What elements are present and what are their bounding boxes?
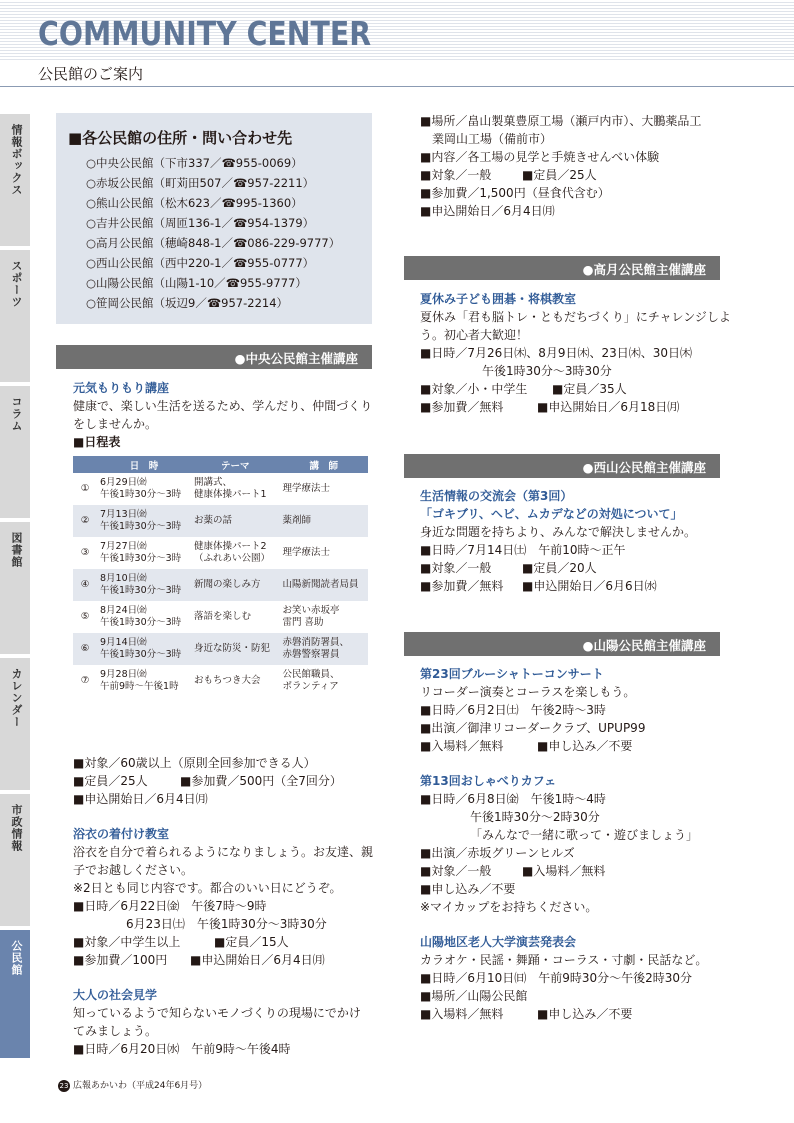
course-info: ■定員／20人 [522,561,597,575]
event-info: 「みんなで一緒に歌って・遊びましょう」 [470,828,699,842]
table-row: ④ 8月10日㈮ 午後1時30分～3時 新聞の楽しみ方 山陽新聞読者局員 [73,569,368,601]
course-desc: 子でお越しください。 [73,863,194,877]
event-info: ■出演／御津リコーダークラブ、UPUP99 [420,721,646,735]
course-info: ■日時／7月14日㈯ 午前10時～正午 [420,543,626,557]
course-info: ■申込開始日／6月18日㈪ [537,400,680,414]
event-info: ■出演／赤坂グリーンヒルズ [420,846,575,860]
address-box [56,113,372,324]
table-row: ⑥ 9月14日㈮ 午後1時30分～3時 身近な防災・防犯 赤磐消防署員、 赤磐警察署員 [73,633,368,665]
page-number: 23 [59,1082,69,1090]
table-header: 日 時 [97,456,191,473]
footer [58,1078,207,1092]
event-info: ■日時／6月2日㈯ 午後2時～3時 [420,703,606,717]
event-info: 午後1時30分～2時30分 [470,810,600,824]
course-title: 元気もりもり講座 [73,381,170,395]
table-row: ② 7月13日㈮ 午後1時30分～3時 お薬の話 薬剤師 [73,505,368,537]
course-desc: う。初心者大歓迎！ [420,328,529,342]
course-info: ■参加費／無料 [420,400,504,414]
schedule-label: ■日程表 [73,435,121,449]
course-title: 「ゴキブリ、ヘビ、ムカデなどの対処について」 [420,507,683,521]
section-bar-sanyo: ●山陽公民館主催講座 [404,632,720,656]
side-tab-sports[interactable]: スポーツ [0,249,30,382]
event-desc: カラオケ・民謡・舞踊・コーラス・寸劇・民話など。 [420,953,708,967]
course-title: 浴衣の着付け教室 [73,827,170,841]
event-title: 第13回おしゃべりカフェ [420,774,557,788]
event-info: ■入場料／無料 [420,739,504,753]
event-info: ■場所／山陽公民館 [420,989,528,1003]
course-info: ■参加費／1,500円（昼食代含む） [420,186,610,200]
course-desc: 知っているようで知らないモノづくりの現場にでかけ [73,1006,361,1020]
side-tab-info-box[interactable]: 情報ボックス [0,113,30,246]
course-desc: 夏休み「君も脳トレ・ともだちづくり」にチャレンジしよ [420,310,731,324]
course-info: ■申込開始日／6月6日㈬ [522,579,657,593]
schedule-table [73,456,368,697]
course-desc: をしませんか。 [73,417,158,431]
section-bar-nishiyama: ●西山公民館主催講座 [404,454,720,478]
event-desc: リコーダー演奏とコーラスを楽しもう。 [420,685,636,699]
address-item: ○中央公民館（下市337／☎955-0069） [86,156,303,170]
address-item: ○笹岡公民館（坂辺9／☎957-2214） [86,296,289,310]
side-tab-community-center[interactable]: 公民館 [0,929,30,1058]
course-info: ■定員／25人 [522,168,597,182]
address-item: ○山陽公民館（山陽1-10／☎955-9777） [86,276,307,290]
address-item: ○西山公民館（西中220-1／☎955-0777） [86,256,315,270]
side-tab-calendar[interactable]: カレンダー [0,657,30,790]
table-row: ③ 7月27日㈮ 午後1時30分～3時 健康体操パート2 （ふれあい公園） 理学療法士 [73,537,368,569]
section-bar-chuo: ●中央公民館主催講座 [56,345,372,369]
page-subtitle: 公民館のご案内 [38,65,144,83]
course-info: ■日時／6月22日㈮ 午後7時～9時 [73,899,267,913]
event-info: ■対象／一般 [420,864,492,878]
table-row: ① 6月29日㈮ 午後1時30分～3時 開講式、 健康体操パート1 理学療法士 [73,473,368,505]
event-title: 山陽地区老人大学演芸発表会 [420,935,577,949]
side-tab-city-info[interactable]: 市政情報 [0,793,30,926]
course-title: 生活情報の交流会（第3回） [420,489,573,503]
event-title: 第23回ブルーシャトーコンサート [420,667,604,681]
header-divider [0,86,794,87]
course-desc: 浴衣を自分で着られるようになりましょう。お友達、親 [73,845,374,859]
course-info: 6月23日㈯ 午後1時30分～3時30分 [126,917,327,931]
course-info: ■定員／25人 [73,774,148,788]
course-info: ■対象／一般 [420,561,492,575]
course-info: ■日時／7月26日㈭、8月9日㈭、23日㈭、30日㈭ [420,346,693,360]
section-bar-takatsuki: ●高月公民館主催講座 [404,256,720,280]
event-note: ※マイカップをお持ちください。 [420,900,598,914]
event-info: ■入場料／無料 [522,864,606,878]
event-info: ■日時／6月8日㈮ 午後1時～4時 [420,792,606,806]
course-info: ■申込開始日／6月4日㈪ [73,792,208,806]
footer-text: 広報あかいわ（平成24年6月号） [73,1081,208,1091]
course-info: ■対象／一般 [420,168,492,182]
event-info: ■申し込み／不要 [537,739,633,753]
address-item: ○高月公民館（穂崎848-1／☎086-229-9777） [86,236,341,250]
event-info: ■入場料／無料 [420,1007,504,1021]
course-info: ■参加費／500円（全7回分） [180,774,342,788]
table-row: ⑤ 8月24日㈮ 午後1時30分～3時 落語を楽しむ お笑い赤坂亭 雷門 喜助 [73,601,368,633]
address-item: ○赤坂公民館（町苅田507／☎957-2211） [86,176,315,190]
course-info: ■場所／畠山製菓豊原工場（瀬戸内市）、大鵬薬品工 [420,114,702,128]
course-note: ※2日とも同じ内容です。都合のいい日にどうぞ。 [73,881,342,895]
course-title: 大人の社会見学 [73,988,158,1002]
side-tab-column[interactable]: コラム [0,385,30,518]
course-info: ■対象／中学生以上 [73,935,181,949]
page-title: COMMUNITY CENTER [38,14,372,53]
course-info: ■申込開始日／6月4日㈪ [420,204,555,218]
course-info: ■内容／各工場の見学と手焼きせんべい体験 [420,150,660,164]
course-info: ■参加費／無料 [420,579,504,593]
course-info: ■申込開始日／6月4日㈪ [190,953,325,967]
address-item: ○熊山公民館（松木623／☎995-1360） [86,196,303,210]
course-info: 午後1時30分～3時30分 [482,364,612,378]
course-info: ■対象／小・中学生 [420,382,528,396]
course-title: 夏休み子ども囲碁・将棋教室 [420,292,577,306]
course-info: ■定員／15人 [214,935,289,949]
course-desc: 身近な問題を持ちより、みんなで解決しませんか。 [420,525,697,539]
address-box-title: ■各公民館の住所・問い合わせ先 [68,129,293,147]
address-item: ○吉井公民館（周匝136-1／☎954-1379） [86,216,315,230]
event-info: ■申し込み／不要 [537,1007,633,1021]
event-info: ■日時／6月10日㈰ 午前9時30分～午後2時30分 [420,971,693,985]
table-row: ⑦ 9月28日㈮ 午前9時～午後1時 おもちつき大会 公民館職員、 ボランティア [73,665,368,697]
course-desc: てみましょう。 [73,1024,158,1038]
course-info: ■定員／35人 [552,382,627,396]
table-header: テーマ [191,456,279,473]
course-info: ■日時／6月20日㈬ 午前9時～午後4時 [73,1042,291,1056]
course-desc: 健康で、楽しい生活を送るため、学んだり、仲間づくり [73,399,373,413]
course-info: 業岡山工場（備前市） [432,132,553,146]
event-info: ■申し込み／不要 [420,882,516,896]
side-tab-library[interactable]: 図書館 [0,521,30,654]
course-info: ■参加費／100円 [73,953,168,967]
table-header: 講 師 [280,456,368,473]
course-info: ■対象／60歳以上（原則全回参加できる人） [73,756,316,770]
